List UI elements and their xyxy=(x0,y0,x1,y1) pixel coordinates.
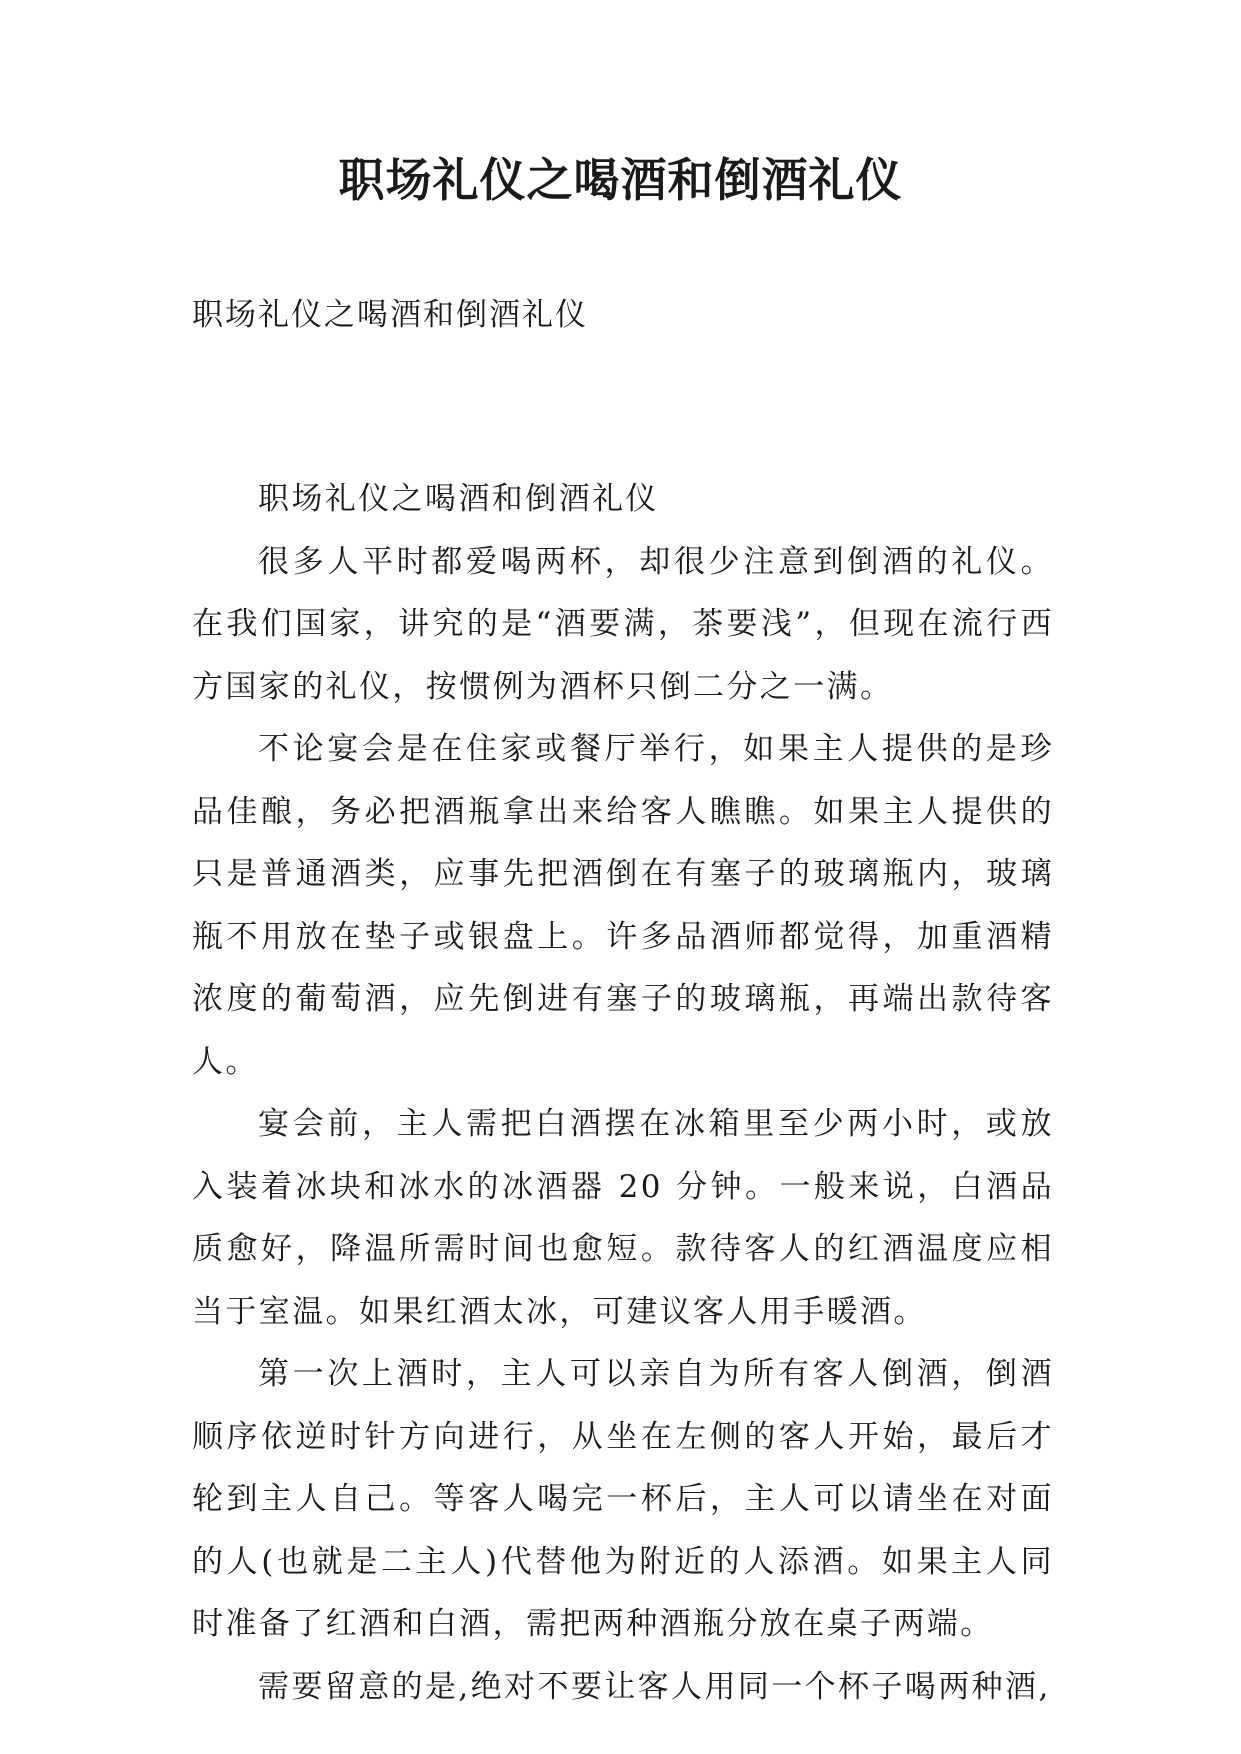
paragraph-heading: 职场礼仪之喝酒和倒酒礼仪 xyxy=(258,481,659,517)
paragraph: 不论宴会是在住家或餐厅举行，如果主人提供的是珍品佳酿，务必把酒瓶拿出来给客人瞧瞧。如果主人提供的只是普通酒类，应事先把酒倒在有塞子的玻璃瓶内，玻璃瓶不用放在垫子或银盘上。许多品酒师都觉得，加重酒精浓度的葡萄酒，应先倒进有塞子的玻璃瓶，再端出款待客人。 xyxy=(192,731,1054,1080)
paragraph: 第一次上酒时，主人可以亲自为所有客人倒酒，倒酒顺序依逆时针方向进行，从坐在左侧的客人开始，最后才轮到主人自己。等客人喝完一杯后，主人可以请坐在对面的人(也就是二主人)代替他为附近的人添酒。如果主人同时准备了红酒和白酒，需把两种酒瓶分放在桌子两端。 xyxy=(192,1356,1054,1642)
paragraph: 需要留意的是,绝对不要让客人用同一个杯子喝两种酒, xyxy=(258,1668,1051,1705)
document-title: 职场礼仪之喝酒和倒酒礼仪 xyxy=(338,153,903,207)
document-subtitle: 职场礼仪之喝酒和倒酒礼仪 xyxy=(192,297,588,333)
paragraph: 宴会前，主人需把白酒摆在冰箱里至少两小时，或放入装着冰块和冰水的冰酒器 20 分钟。一般来说，白酒品质愈好，降温所需时间也愈短。款待客人的红酒温度应相当于室温。如果红酒太冰，可建议客人用手暖酒。 xyxy=(192,1106,1054,1330)
paragraph: 很多人平时都爱喝两杯，却很少注意到倒酒的礼仪。在我们国家，讲究的是“酒要满，茶要浅”，但现在流行西方国家的礼仪，按惯例为酒杯只倒二分之一满。 xyxy=(192,543,1054,705)
document-body xyxy=(192,468,1054,1718)
